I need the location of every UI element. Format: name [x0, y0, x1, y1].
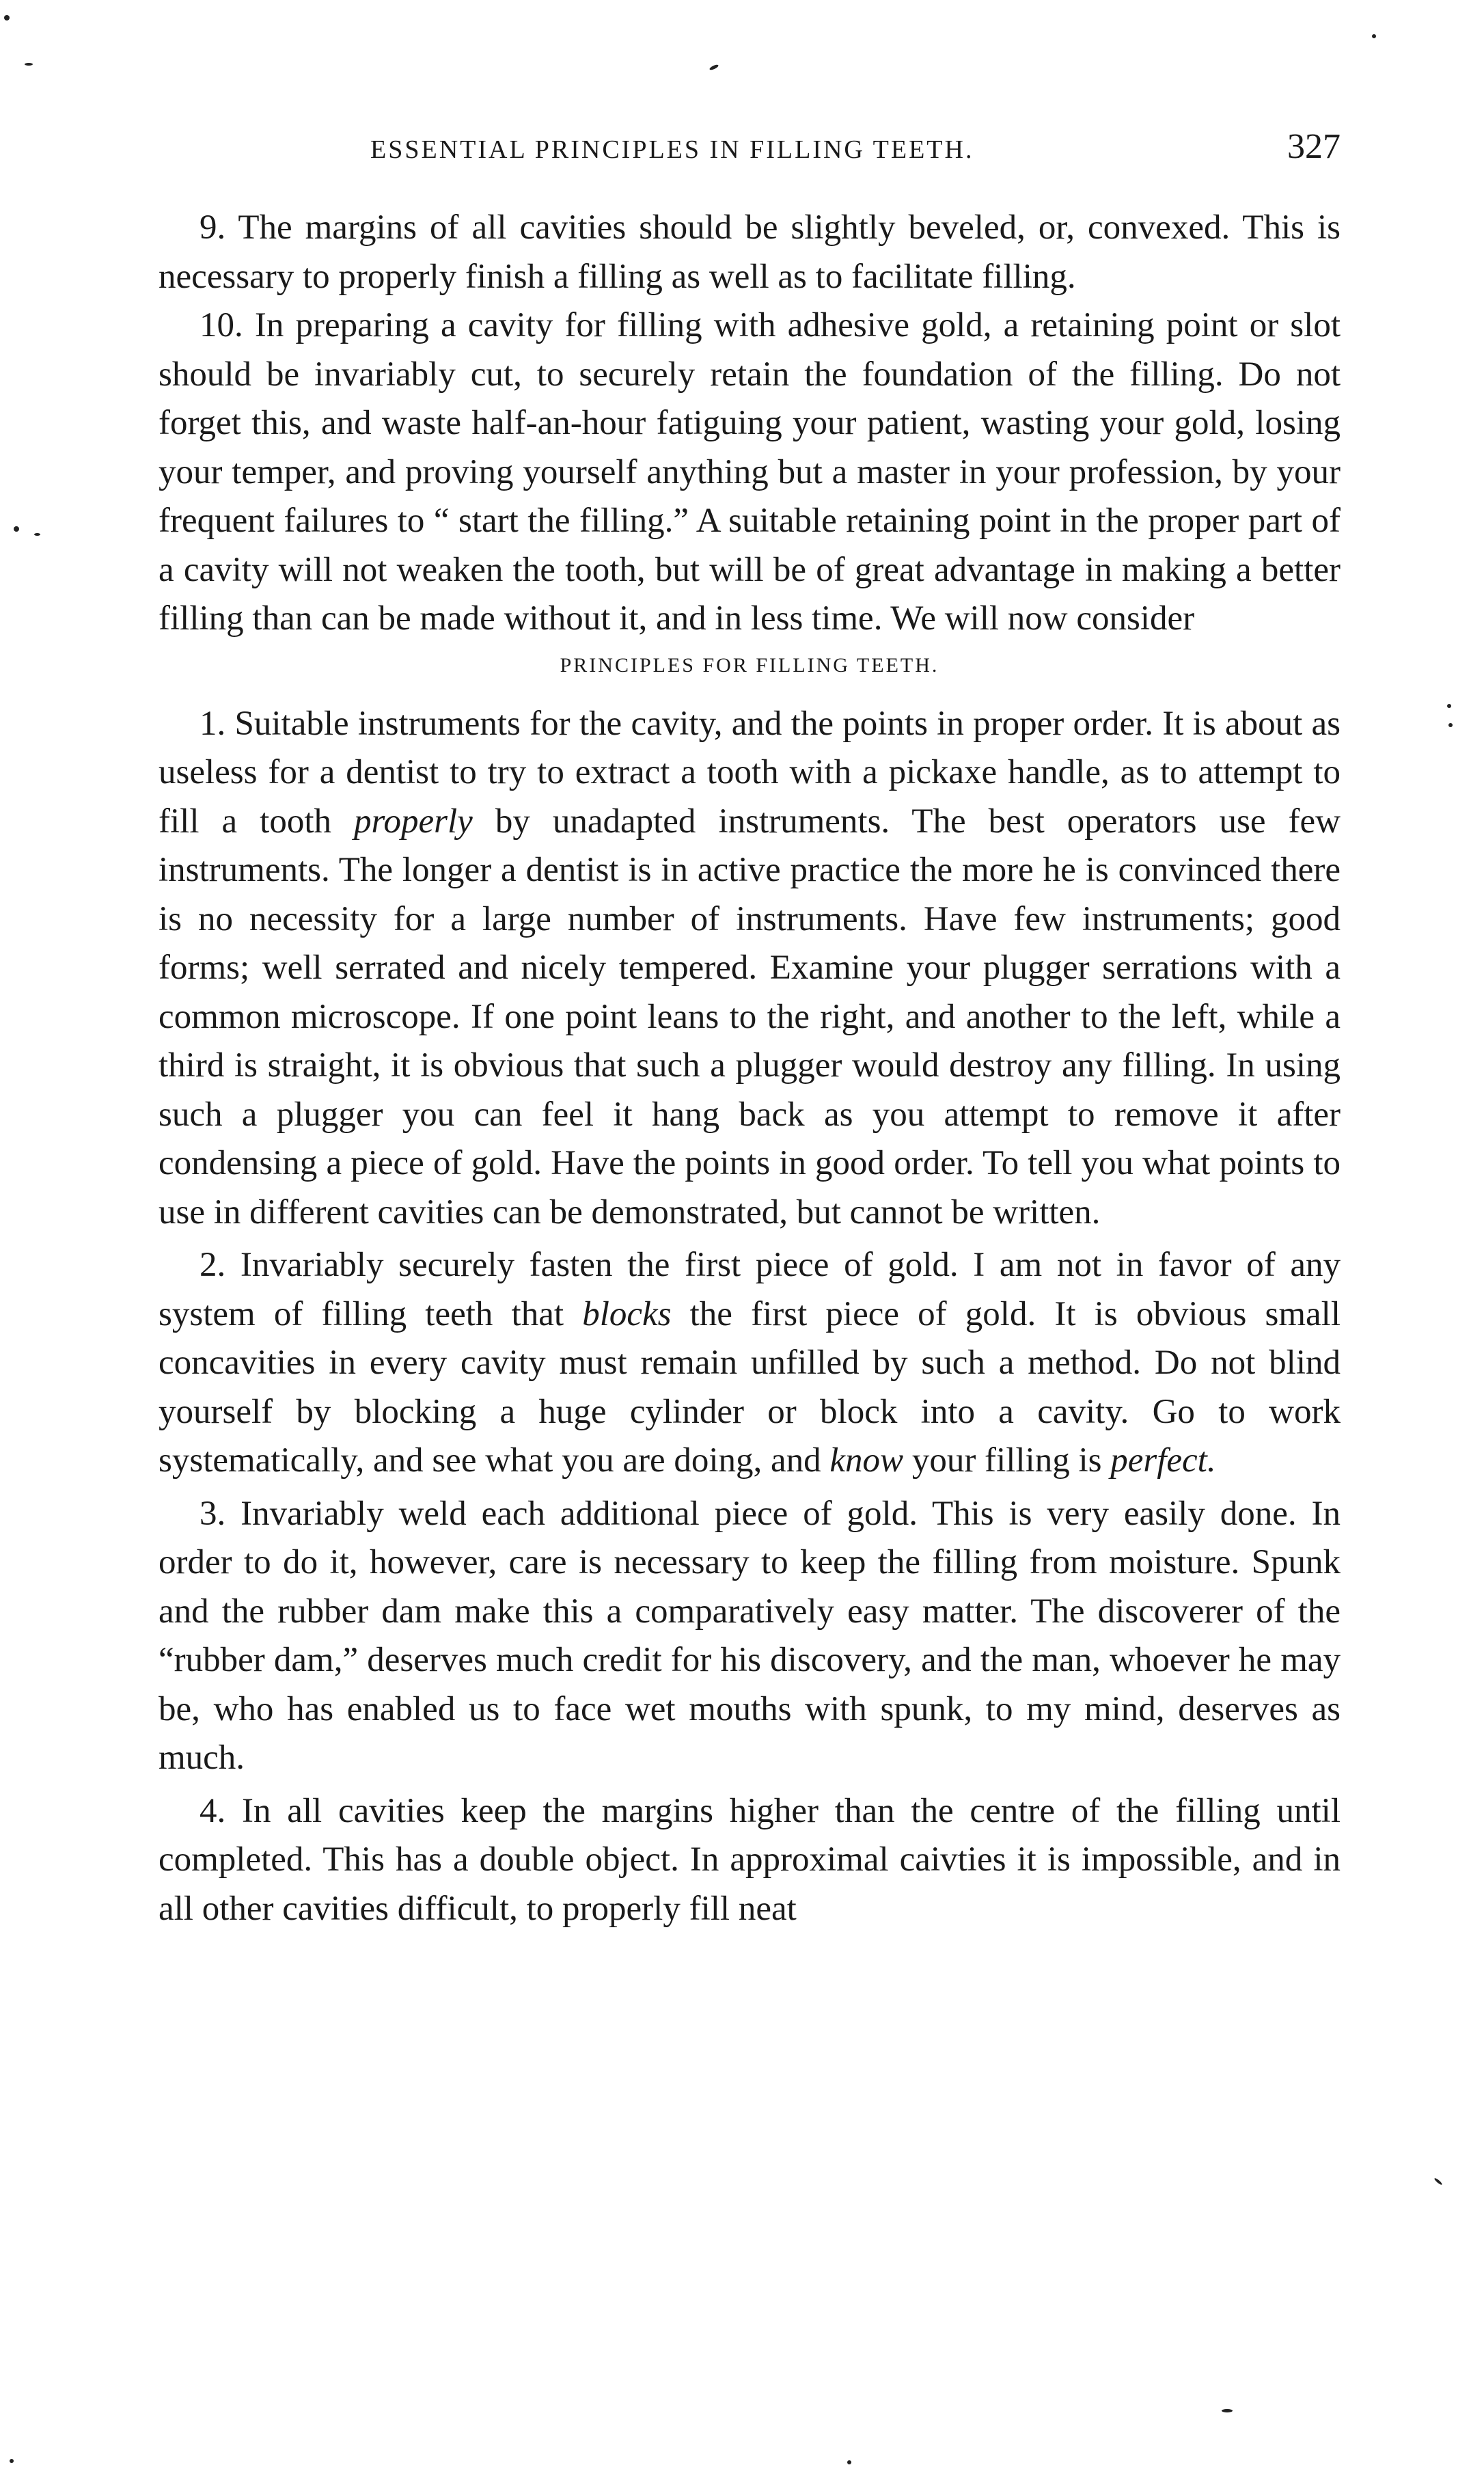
item-2-italic-know: know	[829, 1441, 904, 1480]
item-1-text-end: by unadapted instruments. The best operators use few instruments. The longer a dentist is in active practice the more he is convinced there is no necessity for a large number of instruments. Have few instruments; good forms; well serrated and nicely tempered. Examine your plugger serrations with a common microscope. If one point leans to the right, and another to the left, while a third is straight, it is obvious that such a plugger would destroy any filling. In using such a plugger you can feel it hang back as you attempt to remove it after condensing a piece of gold. Have the points in good order. To tell you what points to use in different cavities can be demonstrated, but cannot be written.	[159, 802, 1341, 1232]
running-head	[159, 126, 1341, 174]
paragraph-9: 9. The margins of all cavities should be slightly beveled, or, convexed. This is necessary to properly finish a filling as well as to facilitate filling.	[159, 208, 1341, 296]
print-speck	[709, 64, 719, 70]
item-2-italic-perfect: perfect.	[1110, 1441, 1216, 1480]
item-1-text-start: 1. Suitable instruments for the cavity, and the points in proper order. It is about as useless for a dentist to try to extract a tooth with a pickaxe handle, as to attempt to fill a tooth	[159, 704, 1341, 841]
body-text	[159, 204, 1341, 1933]
running-title: ESSENTIAL PRINCIPLES IN FILLING TEETH.	[370, 135, 974, 164]
print-speck	[1222, 2409, 1233, 2412]
section-heading: PRINCIPLES FOR FILLING TEETH.	[560, 653, 939, 677]
print-speck	[14, 526, 19, 532]
principle-item-1	[159, 700, 1341, 1238]
page-number: 327	[1287, 127, 1341, 166]
print-speck	[847, 2460, 851, 2464]
item-1-italic-properly: properly	[354, 802, 473, 841]
item-2-italic-blocks: blocks	[582, 1294, 672, 1333]
item-2-text-part2: the first piece of gold. It is obvious small concavities in every cavity must remain unfilled by such a method. Do not blind yourself by blocking a huge cylinder or block into a cavity. Go to work systematically, and see what you are doing, and	[159, 1294, 1341, 1480]
print-speck	[1447, 704, 1451, 708]
principle-item-2	[159, 1241, 1341, 1486]
print-speck	[25, 63, 33, 66]
paragraph-10: 10. In preparing a cavity for filling with adhesive gold, a retaining point or slot should be invariably cut, to securely retain the foundation of the filling. Do not forget this, and waste half-an-hour fatiguing your patient, wasting your gold, losing your temper, and proving yourself anything but a master in your profession, by your frequent failures to “ start the filling.” A suitable retaining point in the proper part of a cavity will not weaken the tooth, but will be of great advantage in making a better filling than can be made without it, and in less time. We will now consider	[159, 306, 1341, 638]
print-speck	[1448, 723, 1453, 727]
principle-item-4: 4. In all cavities keep the margins higher than the centre of the filling until completed. This has a double object. In approximal caivties it is impossible, and in all other cavities difficult, to properly fill neat	[159, 1791, 1341, 1928]
print-speck	[4, 15, 10, 21]
item-2-text-part1: 2. Invariably securely fasten the first piece of gold. I am not in favor of any system of filling teeth that	[159, 1246, 1341, 1333]
print-speck	[1433, 2177, 1442, 2186]
print-speck	[10, 2459, 14, 2463]
principle-item-3: 3. Invariably weld each additional piece of gold. This is very easily done. In order to do it, however, care is necessary to keep the filling from moisture. Spunk and the rubber dam make this a comparatively easy matter. The discoverer of the “rubber dam,” deserves much credit for his discovery, and the man, whoever he may be, who has enabled us to face wet mouths with spunk, to my mind, deserves as much.	[159, 1494, 1341, 1777]
print-speck	[1372, 34, 1376, 38]
item-2-text-part3: your filling is	[903, 1441, 1111, 1480]
print-speck	[34, 533, 40, 536]
